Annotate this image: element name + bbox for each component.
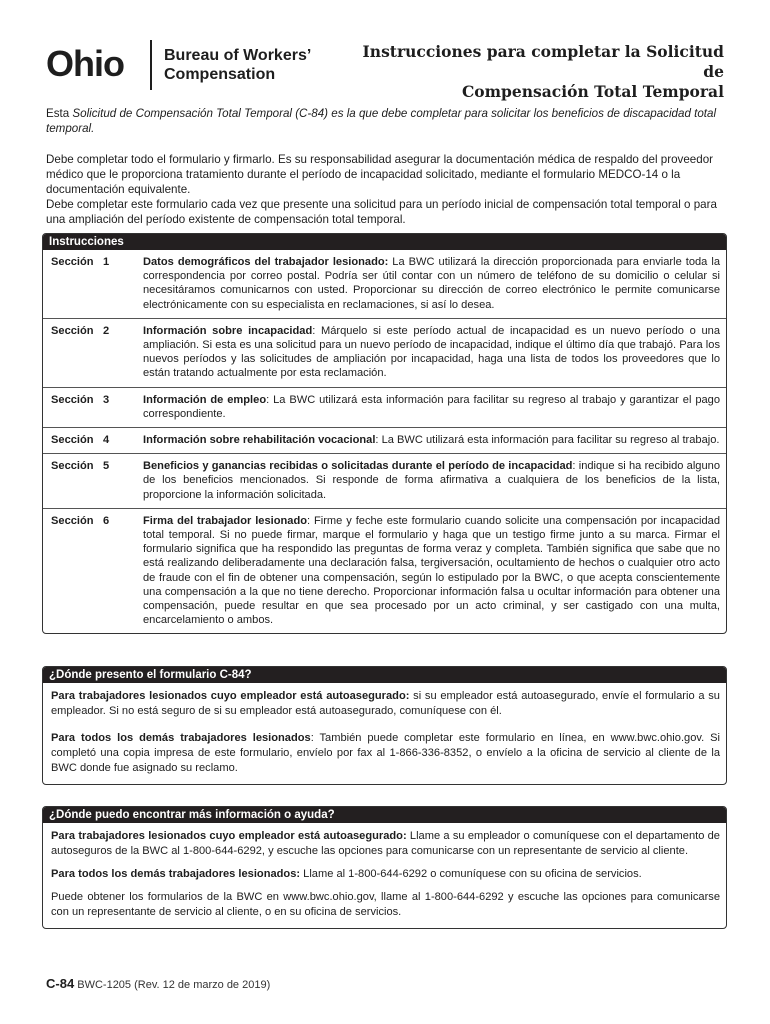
where-submit-box: [42, 666, 727, 785]
section-description: Información de empleo: La BWC utilizará esta información para facilitar su regreso al trabajo y garantizar el pago correspondiente.: [143, 393, 720, 420]
section-number: 6: [103, 514, 110, 527]
more-info-others: Para todos los demás trabajadores lesionados: Llame al 1-800-644-6292 o comuníquese con su oficina de servicios.: [51, 868, 642, 880]
section-description: Información sobre incapacidad: Márquelo si este período actual de incapacidad es un nuevo período o una ampliación. Si esta es una solicitud para un nuevo período de incapacidad, indique el último día que trabajó. Para los nuevos períodos y las solicitudes de ampliación por incapacidad, haga una lista de todos los proveedores que lo están tratando actualmente por esta reclamación.: [143, 324, 720, 380]
section-description: Firma del trabajador lesionado: Firme y feche este formulario cuando solicite una compensación por incapacidad total temporal. Si no puede firmar, marque el formulario y haga que un testigo firme junto a su marca. Firmar el formulario significa que ha respondido las preguntas de forma veraz y completa. También significa que sabe que no está realizando deliberadamente una declaración falsa, tergiversación, ocultamiento de hechos o cualquier otro acto de fraude con el fin de obtener una compensación, según lo estipulado por la BWC, o que acepta conscientemente una compensación a la que no tiene derecho. Proporcionar información falsa u ocultar información para obtener una compensación, puede resultar en que sea procesado por un acto criminal, y ser castigado con una multa, encarcelamiento o ambos.: [143, 514, 721, 627]
section-label: Sección: [51, 434, 94, 447]
section-description: Información sobre rehabilitación vocacional: La BWC utilizará esta información para facilitar su regreso al trabajo.: [143, 434, 720, 447]
instruction-row-section-3: [43, 387, 726, 427]
ohio-wordmark: Ohio: [46, 43, 124, 84]
section-label: Sección: [51, 514, 94, 527]
bureau-line-2: Compensation: [164, 66, 276, 83]
section-number: 3: [103, 393, 110, 406]
section-number: 1: [103, 256, 110, 268]
form-revision: BWC-1205 (Rev. 12 de marzo de 2019): [74, 979, 271, 991]
section-number: 2: [103, 324, 110, 337]
section-number: 5: [103, 460, 110, 473]
more-info-box: [42, 806, 727, 929]
form-footer: [46, 976, 270, 991]
logo-divider: [150, 40, 152, 90]
where-submit-others: Para todos los demás trabajadores lesionados: También puede completar este formulario en línea, en www.bwc.ohio.gov. Si completó una copia impresa de este formulario, envíelo por fax al 1-866-336-8352, o envíelo a la oficina de servicio al cliente de la BWC donde fue asignado su reclamo.: [51, 732, 720, 774]
where-submit-self-insured: Para trabajadores lesionados cuyo empleador está autoasegurado: si su empleador está autoasegurado, envíe el formulario a su empleador. Si no está seguro de si su empleador está autoasegurado, comuníquese con él.: [51, 690, 720, 717]
form-name: Solicitud de Compensación Total Temporal (C-84): [72, 107, 329, 120]
intro-paragraph-1: Esta Solicitud de Compensación Total Temporal (C-84) es la que debe completar para solicitar los beneficios de discapacidad total temporal.: [46, 107, 717, 135]
instructions-heading: Instrucciones: [43, 234, 726, 250]
section-description: Datos demográficos del trabajador lesionado: La BWC utilizará la dirección proporcionada para enviarle toda la correspondencia por correo postal. Podría ser útil contar con un número de teléfono de su domicilio o celular si necesitáramos comunicarnos con usted. Proporcionar su dirección de correo electrónico le permite comunicarse electrónicamente con su especialista en reclamaciones, si así lo desea.: [143, 256, 720, 311]
intro-paragraph-2: Debe completar todo el formulario y firmarlo. Es su responsabilidad asegurar la documentación médica de respaldo del proveedor médico que le proporciona tratamiento durante el período de incapacidad solicitado, mediante el formulario MEDCO-14 o la documentación equivalente.: [46, 153, 713, 196]
where-submit-heading: ¿Dónde presento el formulario C-84?: [43, 667, 726, 683]
form-code: C-84: [46, 976, 75, 991]
document-title: [344, 42, 724, 102]
title-line-2: Compensación Total Temporal: [461, 82, 724, 101]
instruction-row-section-6: [43, 508, 726, 634]
more-info-forms: Puede obtener los formularios de la BWC en www.bwc.ohio.gov, llame al 1-800-644-6292 y escuche las opciones para comunicarse con un representante de servicio al cliente, o en su oficina de servicios.: [51, 891, 720, 918]
instruction-row-section-2: [43, 318, 726, 387]
instructions-rows: [43, 250, 726, 633]
intro-paragraph-3: Debe completar este formulario cada vez que presente una solicitud para un período inicial de compensación total temporal o para una ampliación del período existente de compensación total temporal.: [46, 198, 717, 226]
bureau-line-1: Bureau of Workers’: [164, 47, 312, 64]
instruction-row-section-1: [43, 250, 726, 318]
title-line-1: Instrucciones para completar la Solicitud de: [362, 42, 724, 81]
more-info-heading: ¿Dónde puedo encontrar más información o ayuda?: [43, 807, 726, 823]
bureau-name: [164, 46, 311, 84]
more-info-self-insured: Para trabajadores lesionados cuyo empleador está autoasegurado: Llame a su empleador o comuníquese con el departamento de autoseguros de la BWC al 1-800-644-6292, y escuche las opciones para comunicarse con un representante de servicio al cliente.: [51, 830, 720, 857]
instructions-box: [42, 233, 727, 634]
section-label: Sección: [51, 393, 94, 406]
section-description: Beneficios y ganancias recibidas o solicitadas durante el período de incapacidad: indique si ha recibido alguno de los beneficios mencionados. Si responde de forma afirmativa a cualquiera de los beneficios de la lista, proporcione la información solicitada.: [143, 460, 720, 501]
section-label: Sección: [51, 324, 94, 337]
intro-text: [46, 106, 726, 227]
section-number: 4: [103, 434, 110, 447]
section-label: Sección: [51, 460, 94, 473]
section-label: Sección: [51, 256, 94, 268]
instruction-row-section-4: [43, 427, 726, 453]
instruction-row-section-5: [43, 453, 726, 508]
